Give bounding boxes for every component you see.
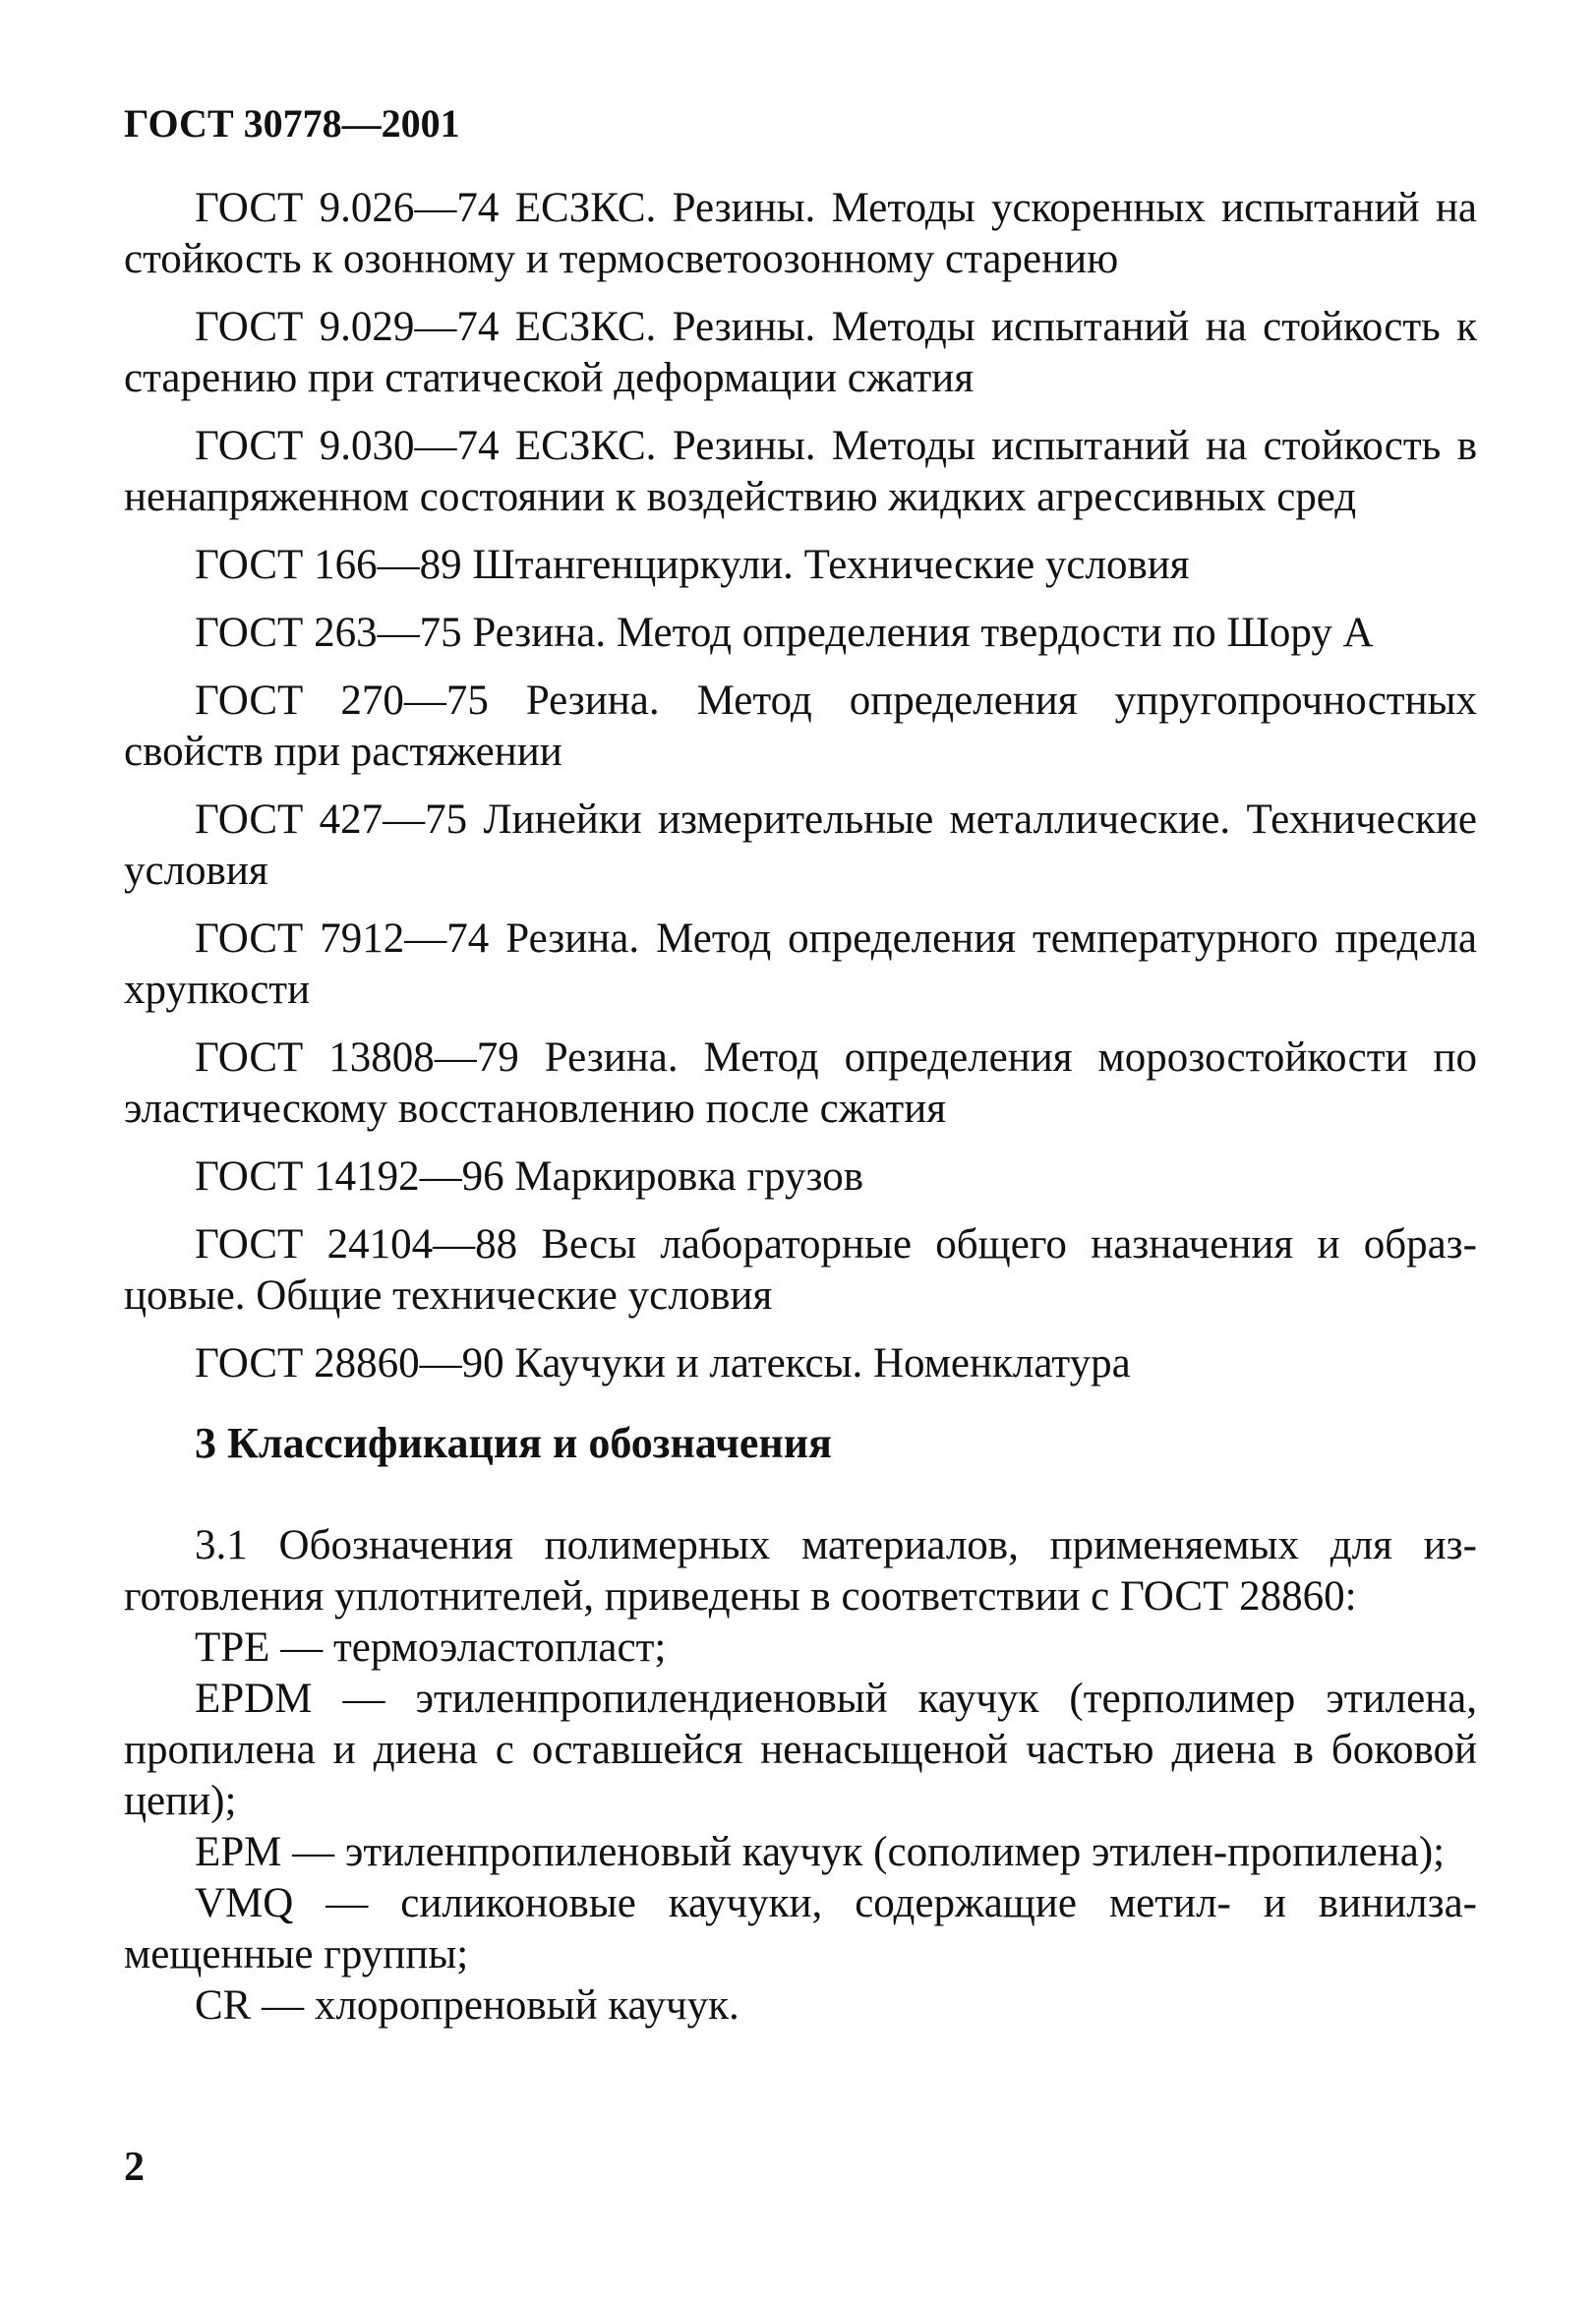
reference-item: ГОСТ 9.029—74 ЕСЗКС. Резины. Методы испытаний на стойкость к старению при статической деформации сжатия [124,304,1477,401]
reference-item: ГОСТ 263—75 Резина. Метод определения твердости по Шору А [195,610,1374,656]
reference-item: ГОСТ 24104—88 Весы лабораторные общего назначения и образцовые. Общие технические условия [124,1221,1477,1319]
abbreviation-item: EPM — этиленпропиленовый каучук (сополимер этилен-пропилена); [195,1829,1446,1875]
reference-item: ГОСТ 166—89 Штангенциркули. Технические условия [195,542,1190,588]
reference-item: ГОСТ 7912—74 Резина. Метод определения температурного предела хрупкости [124,915,1477,1013]
abbreviation-item: VMQ — силиконовые каучуки, содержащие метил- и винилзамещенные группы; [124,1880,1477,1977]
abbreviation-item: TPE — термоэластопласт; [195,1624,667,1671]
document-header: ГОСТ 30778—2001 [124,101,460,146]
section-body [124,1520,1477,2032]
reference-item: ГОСТ 427—75 Линейки измерительные металлические. Технические условия [124,797,1477,894]
reference-item: ГОСТ 9.026—74 ЕСЗКС. Резины. Методы ускоренных испытаний на стойкость к озонному и термосветоозонному старению [124,185,1477,282]
page-number: 2 [124,2145,145,2190]
abbreviation-item: EPDM — этиленпропилендиеновый каучук (терполимер этилена, пропилена и диена с оставшейся ненасыщеной частью диена в боковой цепи); [124,1676,1477,1824]
reference-item: ГОСТ 270—75 Резина. Метод определения упругопрочностных свойств при растяжении [124,678,1477,775]
reference-item: ГОСТ 9.030—74 ЕСЗКС. Резины. Методы испытаний на стойкость в ненапряженном состоянии к воздействию жидких агрессивных сред [124,423,1477,520]
abbreviation-item: CR — хлоропреновый каучук. [195,1982,739,2029]
section-heading: 3 Классификация и обозначения [195,1419,832,1467]
section-paragraph: 3.1 Обозначения полимерных материалов, применяемых для изготовления уплотнителей, приведены в соответствии с ГОСТ 28860: [124,1522,1477,1620]
reference-item: ГОСТ 28860—90 Каучуки и латексы. Номенклатура [195,1340,1131,1387]
reference-item: ГОСТ 14192—96 Маркировка грузов [195,1153,864,1200]
normative-references-list [124,183,1477,1406]
reference-item: ГОСТ 13808—79 Резина. Метод определения морозостойкости по эластическому восстановлению после сжатия [124,1034,1477,1132]
